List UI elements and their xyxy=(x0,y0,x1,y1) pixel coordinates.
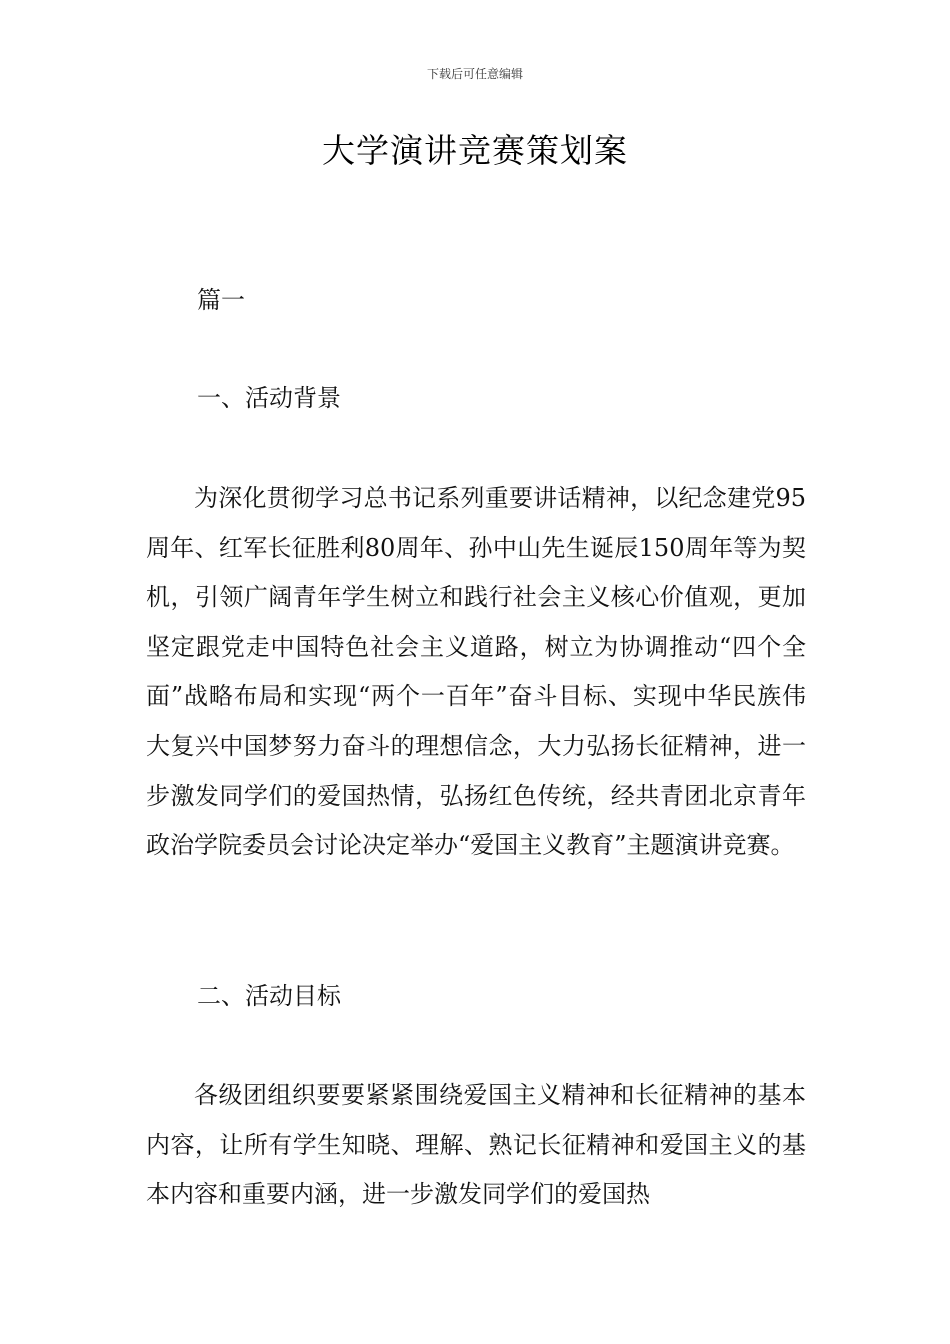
part-label: 篇一 xyxy=(197,286,245,314)
section-heading-goals: 二、活动目标 xyxy=(197,982,341,1010)
document-title: 大学演讲竞赛策划案 xyxy=(322,131,628,170)
page-header-note: 下载后可任意编辑 xyxy=(426,67,523,81)
section-body-goals: 各级团组织要要紧紧围绕爱国主义精神和长征精神的基本内容，让所有学生知晓、理解、熟记长征精神和爱国主义的基本内容和重要内涵，进一步激发同学们的爱国热 xyxy=(146,1081,806,1209)
section-heading-background: 一、活动背景 xyxy=(197,384,341,412)
section-body-background: 为深化贯彻学习总书记系列重要讲话精神，以纪念建党95周年、红军长征胜利80周年、孙中山先生诞辰150周年等为契机，引领广阔青年学生树立和践行社会主义核心价值观，更加坚定跟党走中国特色社会主义道路，树立为协调推动“四个全面”战略布局和实现“两个一百年”奋斗目标、实现中华民族伟大复兴中国梦努力奋斗的理想信念，大力弘扬长征精神，进一步激发同学们的爱国热情，弘扬红色传统，经共青团北京青年政治学院委员会讨论决定举办“爱国主义教育”主题演讲竞赛。 xyxy=(146,484,806,860)
